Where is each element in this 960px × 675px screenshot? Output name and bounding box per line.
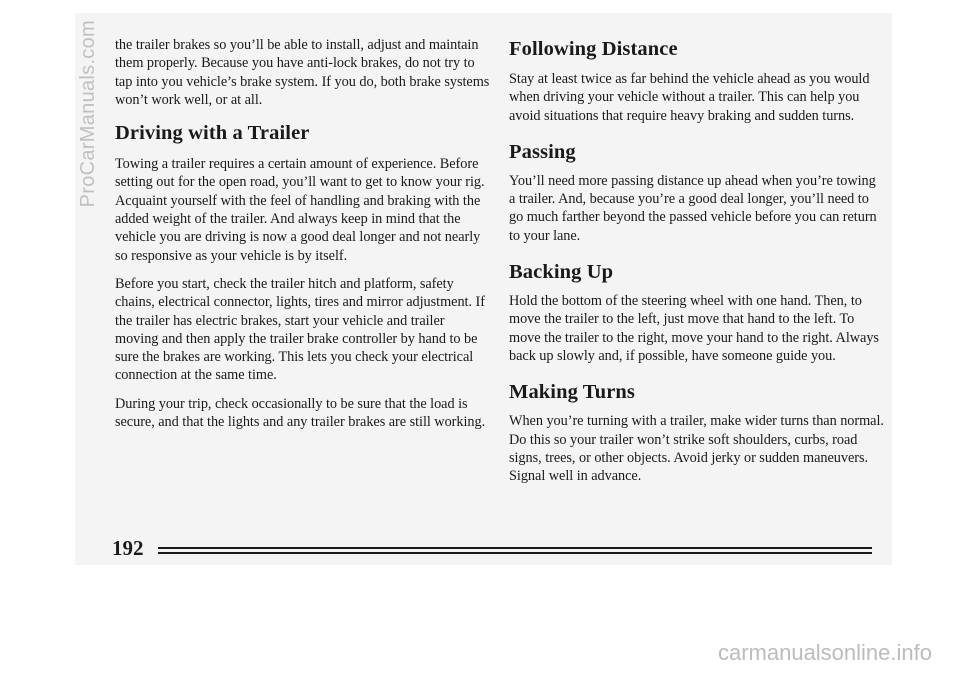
- page-footer: [112, 533, 872, 563]
- driving-with-trailer-heading: Driving with a Trailer: [115, 122, 310, 145]
- driving-paragraph-2: Before you start, check the trailer hitch and platform, safety chains, electrical connector, lights, tires and mirror adjustment. If the trailer has electric brakes, start your vehicle and trailer moving and then apply the trailer brake controller by hand to be sure the brakes are working. This lets you check your electrical connection at the same time.: [115, 275, 485, 384]
- making-turns-heading: Making Turns: [509, 381, 635, 404]
- intro-paragraph: the trailer brakes so you’ll be able to install, adjust and maintain them properly. Because you have anti-lock brakes, do not try to tap into you vehicle’s brake system. If you do, both brake systems won’t work well, or at all.: [115, 37, 490, 108]
- backing-up-heading: Backing Up: [509, 261, 614, 284]
- right-column: [509, 13, 884, 495]
- footer-rule-bottom: [158, 552, 872, 554]
- backing-up-paragraph: Hold the bottom of the steering wheel with one hand. Then, to move the trailer to the left, just move that hand to the left. To move the trailer to the right, move your hand to the right. Always back up slowly and, if possible, have someone guide you.: [509, 293, 879, 364]
- manual-page: [75, 13, 892, 565]
- passing-paragraph: You’ll need more passing distance up ahead when you’re towing a trailer. And, because you’re a good deal longer, you’ll need to go much farther beyond the passed vehicle before you can return to your lane.: [509, 172, 877, 244]
- footer-rule-top: [158, 547, 872, 549]
- following-distance-paragraph: Stay at least twice as far behind the vehicle ahead as you would when driving your vehicle without a trailer. This can help you avoid situations that require heavy braking and sudden turns.: [509, 71, 870, 124]
- side-watermark-text: ProCarManuals.com: [77, 20, 99, 208]
- bottom-watermark: carmanualsonline.info: [717, 640, 932, 665]
- passing-heading: Passing: [509, 140, 576, 163]
- following-distance-heading: Following Distance: [509, 38, 678, 60]
- driving-paragraph-1: Towing a trailer requires a certain amount of experience. Before setting out for the open road, you’ll want to get to know your rig. Acquaint yourself with the feel of handling and braking with the added weight of the trailer. And always keep in mind that the vehicle you are driving is now a good deal longer and not nearly so responsive as your vehicle is by itself.: [115, 156, 485, 264]
- page-number: 192: [112, 536, 144, 560]
- side-watermark: [76, 20, 100, 207]
- driving-paragraph-3: During your trip, check occasionally to be sure that the load is secure, and that the lights and any trailer brakes are still working.: [115, 395, 486, 431]
- making-turns-paragraph: When you’re turning with a trailer, make wider turns than normal. Do this so your trailer won’t strike soft shoulders, curbs, road signs, trees, or other objects. Avoid jerky or sudden maneuvers. Signal well in advance.: [509, 413, 884, 485]
- left-column: [115, 13, 490, 441]
